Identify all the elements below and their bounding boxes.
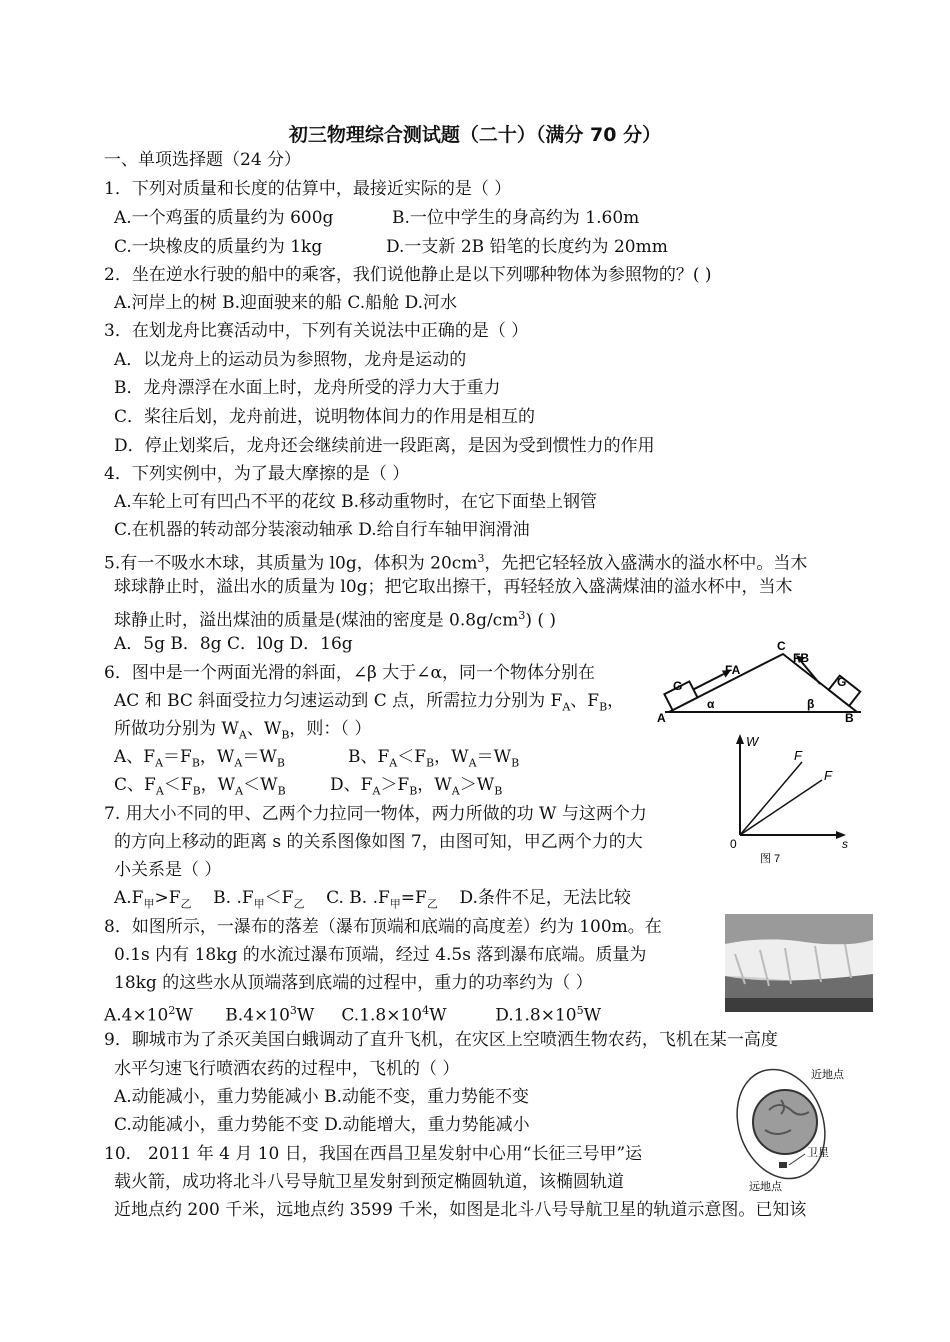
q8-line1: 8．如图所示，一瀑布的落差（瀑布顶端和底端的高度差）约为 100m。在 — [104, 917, 662, 937]
q10-line3: 近地点约 200 千米，远地点约 3599 千米，如图是北斗八号导航卫星的轨道示意图。已知该 — [114, 1200, 807, 1220]
q8-line3: 18kg 的这些水从顶端落到底端的过程中，重力的功率约为（ ） — [114, 973, 593, 993]
q6-line3: 所做功分别为 $W_A$、$W_B$，则：（ ） — [114, 719, 372, 742]
q7-line3: 小关系是（ ） — [114, 860, 222, 880]
q10-line1: 10． 2011 年 4 月 10 日，我国在西昌卫星发射中心用“长征三号甲”运 — [104, 1144, 643, 1164]
q6-option-c: C、$F_A<F_B$，$W_A<W_B$ — [114, 775, 286, 798]
q8-options: $A.4\times 10^2W$ $B.4\times 10^3W$ $C.1.8\times 10^4W$ $D.1.8\times 10^5W$ — [104, 1004, 602, 1026]
graph-caption: 图 7 — [760, 853, 781, 865]
fig-label-fa: FA — [725, 663, 741, 677]
fig-label-g-right: G — [837, 675, 847, 689]
q2-stem: 2．坐在逆水行驶的船中的乘客，我们说他静止是以下列哪种物体为参照物的？( ) — [104, 265, 712, 285]
page-title: 初三物理综合测试题（二十）（满分 70 分） — [288, 124, 662, 146]
fig-label-beta: β — [807, 697, 815, 711]
q10-line2: 载火箭，成功将北斗八号导航卫星发射到预定椭圆轨道，该椭圆轨道 — [114, 1172, 624, 1192]
incline-figure — [655, 640, 865, 725]
q1-option-a: A.一个鸡蛋的质量约为 600g — [114, 208, 334, 228]
orbit-label-apogee: 远地点 — [749, 1181, 782, 1193]
fig-label-g-left: G — [673, 679, 683, 693]
fig-label-alpha: α — [707, 697, 715, 711]
orbit-label-perigee: 近地点 — [811, 1069, 844, 1081]
q6-line1: 6．图中是一个两面光滑的斜面，∠β 大于∠α，同一个物体分别在 — [104, 663, 596, 683]
q4-options-cd: C.在机器的转动部分装滚动轴承 D.给自行车轴甲润滑油 — [114, 520, 530, 540]
work-distance-graph — [730, 730, 860, 865]
section-heading: 一、单项选择题（24 分） — [104, 150, 302, 170]
q7-line1: 7. 用大小不同的甲、乙两个力拉同一物体，两力所做的功 W 与这两个力 — [104, 804, 647, 824]
graph-label-s: s — [842, 837, 848, 851]
q1-stem: 1．下列对质量和长度的估算中，最接近实际的是（ ） — [104, 179, 512, 199]
q5-line1: 5.有一不吸水木球，其质量为 l0g，体积为 $20cm^3$，先把它轻轻放入盛满水的溢水杯中。当木 — [104, 552, 808, 574]
q5-line3: 球静止时，溢出煤油的质量是(煤油的密度是 $0.8g/cm^3$) ( ) — [114, 609, 557, 631]
q3-stem: 3．在划龙舟比赛活动中，下列有关说法中正确的是（ ） — [104, 321, 529, 341]
q6-option-d: D、$F_A>F_B$，$W_A>W_B$ — [330, 775, 503, 798]
q6-option-a: A、$F_A=F_B$，$W_A=W_B$ — [114, 747, 285, 770]
fig-label-b: B — [845, 711, 854, 725]
q9-line2: 水平匀速飞行喷洒农药的过程中，飞机的（ ） — [114, 1059, 460, 1079]
fig-label-fb: FB — [793, 651, 809, 665]
q3-option-a: A．以龙舟上的运动员为参照物，龙舟是运动的 — [114, 350, 467, 370]
q9-options-cd: C.动能减小，重力势能不变 D.动能增大，重力势能减小 — [114, 1115, 530, 1135]
q9-line1: 9．聊城市为了杀灭美国白蛾调动了直升飞机，在灾区上空喷洒生物农药，飞机在某一高度 — [104, 1030, 778, 1050]
q5-line2: 球球静止时，溢出水的质量为 l0g；把它取出擦干，再轻轻放入盛满煤油的溢水杯中，当木 — [114, 577, 793, 597]
graph-label-origin: 0 — [730, 837, 737, 851]
q3-option-b: B．龙舟漂浮在水面上时，龙舟所受的浮力大于重力 — [114, 378, 501, 398]
q3-option-d: D．停止划桨后，龙舟还会继续前进一段距离，是因为受到惯性力的作用 — [114, 436, 655, 456]
q7-line2: 的方向上移动的距离 s 的关系图像如图 7，由图可知，甲乙两个力的大 — [114, 832, 643, 852]
q7-options: $A.F_甲>F_乙$ B. $.F_甲<F_乙$ C. B. $.F_甲=F_乙$ D.条件不足，无法比较 — [114, 888, 631, 911]
q2-options: A.河岸上的树 B.迎面驶来的船 C.船舱 D.河水 — [114, 293, 458, 313]
satellite-orbit-figure — [735, 1060, 865, 1195]
q6-line2: AC 和 BC 斜面受拉力匀速运动到 C 点，所需拉力分别为 $F_A$、$F_B$， — [114, 691, 625, 714]
q9-options-ab: A.动能减小，重力势能减小 B.动能不变，重力势能不变 — [114, 1087, 529, 1107]
q4-options-ab: A.车轮上可有凹凸不平的花纹 B.移动重物时，在它下面垫上钢管 — [114, 492, 597, 512]
graph-label-w: W — [746, 734, 759, 749]
q4-stem: 4．下列实例中，为了最大摩擦的是（ ） — [104, 464, 410, 484]
fig-label-c: C — [777, 640, 786, 653]
q8-line2: 0.1s 内有 18kg 的水流过瀑布顶端，经过 4.5s 落到瀑布底端。质量为 — [114, 945, 647, 965]
fig-label-a: A — [657, 711, 666, 725]
q5-options: A．5g B．8g C．l0g D．16g — [114, 634, 353, 654]
graph-label-f-yi: F — [824, 768, 832, 783]
q3-option-c: C．桨往后划，龙舟前进，说明物体间力的作用是相互的 — [114, 407, 536, 427]
q1-option-c: C.一块橡皮的质量约为 1kg — [114, 237, 323, 257]
q1-option-b: B.一位中学生的身高约为 1.60m — [392, 208, 640, 228]
q6-option-b: B、$F_A<F_B$，$W_A=W_B$ — [348, 747, 520, 770]
graph-label-f-jia: F — [794, 748, 802, 763]
waterfall-photo — [725, 914, 873, 1012]
q1-option-d: D.一支新 2B 铅笔的长度约为 20mm — [386, 237, 668, 257]
orbit-label-satellite: 卫星 — [807, 1147, 829, 1159]
